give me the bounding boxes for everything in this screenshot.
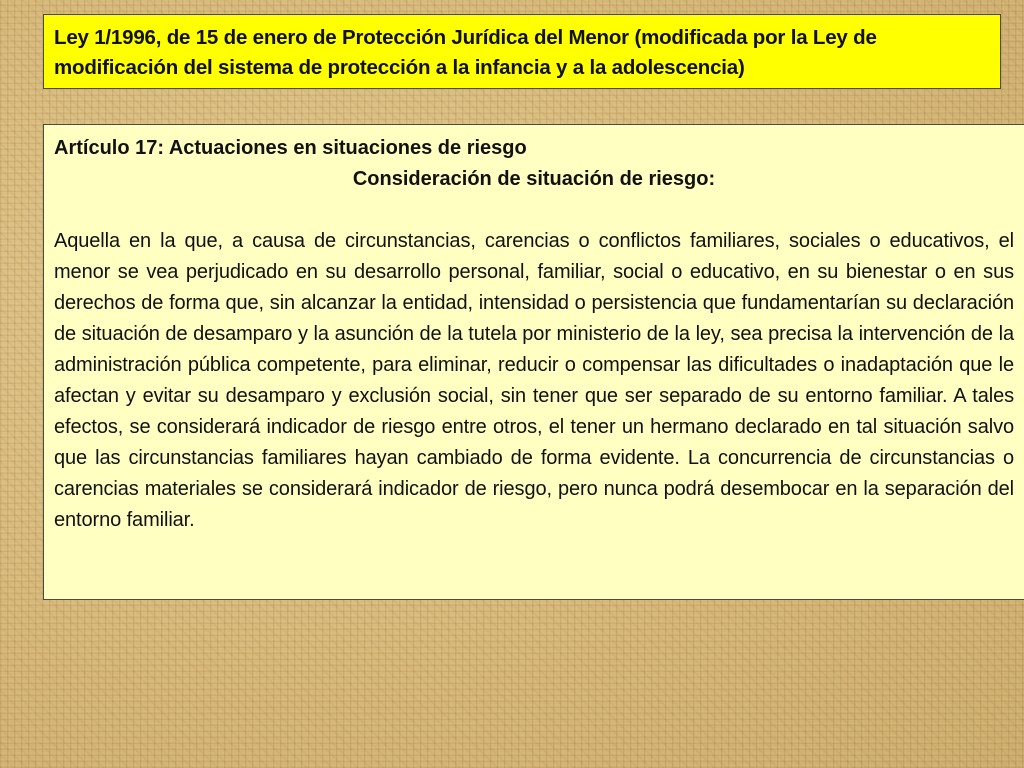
article-box [43,124,1024,600]
law-title-box [43,14,1001,89]
article-body: Aquella en la que, a causa de circunstancias, carencias o conflictos familiares, sociales o educativos, el menor se vea perjudicado en su desarrollo personal, familiar, social o educativo, en su bienestar o en sus derechos de forma que, sin alcanzar la entidad, intensidad o persistencia que fundamentarían su declaración de situación de desamparo y la asunción de la tutela por ministerio de la ley, sea precisa la intervención de la administración pública competente, para eliminar, reducir o compensar las dificultades o inadaptación que le afectan y evitar su desamparo y exclusión social, sin tener que ser separado de su entorno familiar. A tales efectos, se considerará indicador de riesgo entre otros, el tener un hermano declarado en tal situación salvo que las circunstancias familiares hayan cambiado de forma evidente. La concurrencia de circunstancias o carencias materiales se considerará indicador de riesgo, pero nunca podrá desembocar en la separación del entorno familiar. [54,230,1014,531]
article-subheading: Consideración de situación de riesgo: [352,168,716,190]
article-heading: Artículo 17: Actuaciones en situaciones de riesgo [54,137,527,159]
law-title: Ley 1/1996, de 15 de enero de Protección Jurídica del Menor (modificada por la Ley de modificación del sistema de protección a la infancia y a la adolescencia) [54,26,877,79]
